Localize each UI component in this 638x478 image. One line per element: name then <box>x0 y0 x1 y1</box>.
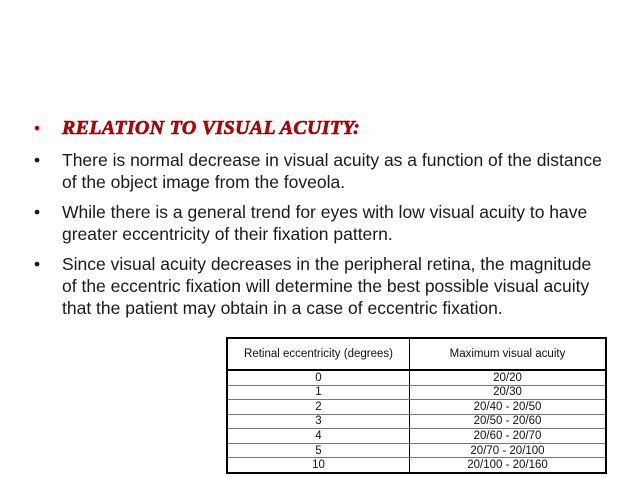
table-header-row <box>227 338 606 370</box>
table-row <box>227 414 606 429</box>
table-row <box>227 385 606 400</box>
bullet-marker: • <box>34 118 41 138</box>
table-row <box>227 429 606 444</box>
bullet-list <box>34 117 604 319</box>
eccentricity-cell: 1 <box>227 385 410 400</box>
column-header-acuity: Maximum visual acuity <box>410 338 607 370</box>
acuity-cell: 20/100 - 20/160 <box>410 458 607 473</box>
bullet-marker: • <box>34 202 41 222</box>
acuity-cell: 20/20 <box>410 370 607 385</box>
bullet-heading <box>34 117 604 139</box>
eccentricity-cell: 0 <box>227 370 410 385</box>
bullet-text: Since visual acuity decreases in the peripheral retina, the magnitude of the eccentric fixation will determine the best possible visual acuity that the patient may obtain in a case of eccentric fixation. <box>62 254 592 318</box>
bullet-item <box>34 253 604 319</box>
eccentricity-cell: 4 <box>227 429 410 444</box>
eccentricity-cell: 2 <box>227 400 410 415</box>
bullet-item <box>34 149 604 193</box>
acuity-cell: 20/30 <box>410 385 607 400</box>
table-row <box>227 400 606 415</box>
eccentricity-cell: 10 <box>227 458 410 473</box>
acuity-cell: 20/50 - 20/60 <box>410 414 607 429</box>
bullet-text: There is normal decrease in visual acuity as a function of the distance of the object image from the foveola. <box>62 150 602 192</box>
acuity-cell: 20/40 - 20/50 <box>410 400 607 415</box>
eccentricity-cell: 5 <box>227 443 410 458</box>
bullet-text: While there is a general trend for eyes with low visual acuity to have greater eccentricity of their fixation pattern. <box>62 202 588 244</box>
table-row <box>227 458 606 473</box>
bullet-marker: • <box>34 150 41 170</box>
section-heading: RELATION TO VISUAL ACUITY: <box>62 117 361 139</box>
column-header-eccentricity: Retinal eccentricity (degrees) <box>227 338 410 370</box>
acuity-cell: 20/70 - 20/100 <box>410 443 607 458</box>
bullet-marker: • <box>34 254 41 274</box>
bullet-item <box>34 201 604 245</box>
eccentricity-cell: 3 <box>227 414 410 429</box>
acuity-cell: 20/60 - 20/70 <box>410 429 607 444</box>
table-row <box>227 443 606 458</box>
table-row <box>227 370 606 385</box>
acuity-table <box>226 337 607 474</box>
